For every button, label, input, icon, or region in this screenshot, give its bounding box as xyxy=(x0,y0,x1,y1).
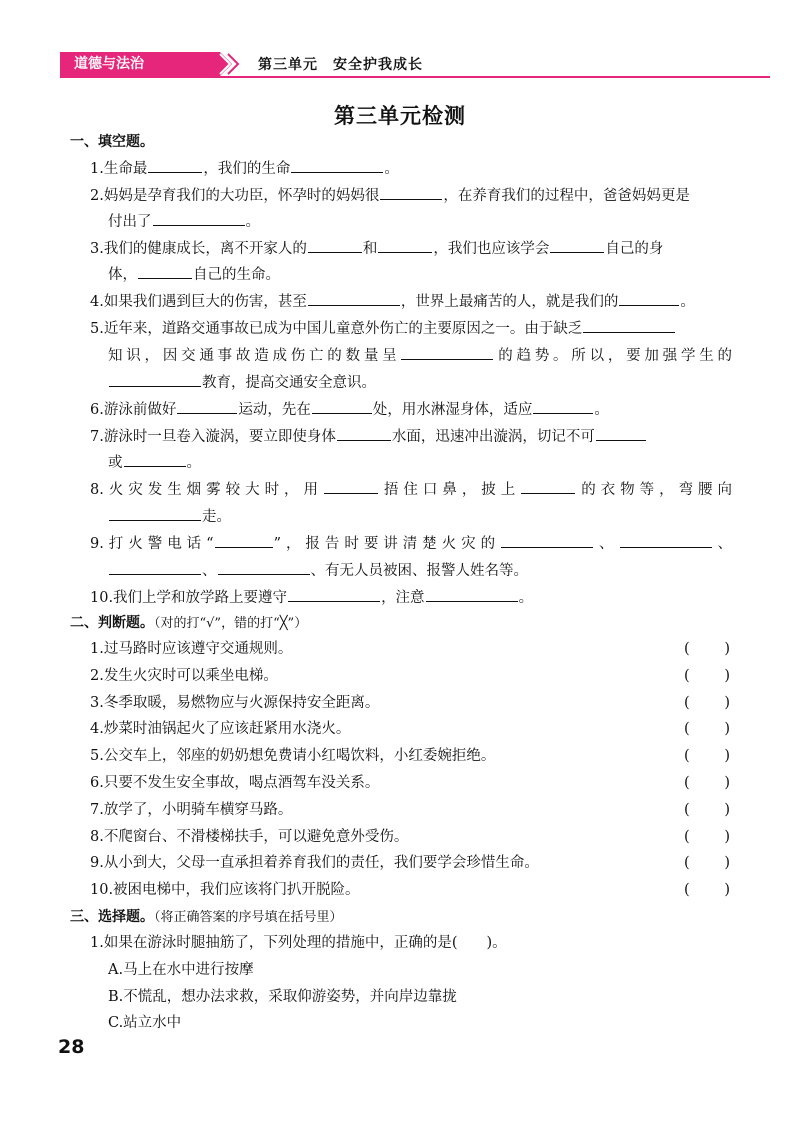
answer-blank[interactable] xyxy=(288,587,380,602)
answer-blank[interactable] xyxy=(426,587,518,602)
answer-blank[interactable] xyxy=(378,238,432,253)
true-false-item: 3.冬季取暖，易燃物应与火源保持安全距离。 xyxy=(90,695,380,711)
fill-question-10: 10.我们上学和放学路上要遵守 ，注意 。 xyxy=(90,587,533,608)
fill-question-5: 5.近年来，道路交通事故已成为中国儿童意外伤亡的主要原因之一。由于缺乏 xyxy=(90,318,676,339)
answer-blank[interactable] xyxy=(401,345,493,360)
true-false-item: 10.被困电梯中，我们应该将门扒开脱险。 xyxy=(90,882,360,898)
section-1-title: 一、填空题。 xyxy=(70,134,154,150)
fill-question-6: 6.游泳前做好 运动，先在 处，用水淋湿身体，适应 。 xyxy=(90,399,609,420)
answer-parentheses[interactable]: ( ) xyxy=(684,748,730,764)
fill-question-9-cont: 、 、有无人员被困、报警人姓名等。 xyxy=(108,560,528,581)
fill-question-7: 7.游泳时一旦卷入漩涡，要立即使身体 水面，迅速冲出漩涡，切记不可 xyxy=(90,426,647,447)
true-false-item: 2.发生火灾时可以乘坐电梯。 xyxy=(90,668,278,684)
fill-question-5-cont2: 教育，提高交通安全意识。 xyxy=(108,372,376,393)
fill-question-3: 3.我们的健康成长，离不开家人的 和 ，我们也应该学会 自己的身 xyxy=(90,238,663,259)
page-title: 第三单元检测 xyxy=(334,103,466,128)
answer-blank[interactable] xyxy=(148,158,202,173)
true-false-item: 6.只要不发生安全事故，喝点酒驾车没关系。 xyxy=(90,775,380,791)
answer-blank[interactable] xyxy=(583,318,675,333)
answer-blank[interactable] xyxy=(109,560,201,575)
fill-question-8: 8.火灾发生烟雾较大时，用 捂住口鼻，披上 的衣物等，弯腰向 xyxy=(90,479,732,500)
true-false-item: 8.不爬窗台、不滑楼梯扶手，可以避免意外受伤。 xyxy=(90,829,409,845)
fill-question-2: 2.妈妈是孕育我们的大功臣，怀孕时的妈妈很 ，在养育我们的过程中，爸爸妈妈更是 xyxy=(90,185,690,206)
choice-option-c[interactable]: C.站立水中 xyxy=(108,1015,182,1031)
section-2-title: 二、判断题。（对的打“√”，错的打“╳”） xyxy=(70,615,308,631)
true-false-item: 7.放学了，小明骑车横穿马路。 xyxy=(90,802,293,818)
choice-question-1: 1.如果在游泳时腿抽筋了，下列处理的措施中，正确的是( )。 xyxy=(90,935,507,951)
fill-question-7-cont: 或 。 xyxy=(108,452,201,473)
answer-parentheses[interactable]: ( ) xyxy=(684,802,730,818)
fill-question-8-cont: 走。 xyxy=(108,506,231,527)
choice-option-a[interactable]: A.马上在水中进行按摩 xyxy=(108,962,254,978)
answer-parentheses[interactable]: ( ) xyxy=(684,855,730,871)
choice-option-b[interactable]: B.不慌乱，想办法求救，采取仰游姿势，并向岸边靠拢 xyxy=(108,989,457,1005)
answer-parentheses[interactable]: ( ) xyxy=(684,721,730,737)
true-false-item: 1.过马路时应该遵守交通规则。 xyxy=(90,641,293,657)
answer-blank[interactable] xyxy=(620,533,712,548)
answer-blank[interactable] xyxy=(308,291,400,306)
subject-label: 道德与法治 xyxy=(60,52,180,76)
answer-blank[interactable] xyxy=(380,185,442,200)
fill-question-9: 9.打火警电话“ ”，报告时要讲清楚火灾的 、 、 xyxy=(90,533,732,554)
answer-parentheses[interactable]: ( ) xyxy=(684,641,730,657)
answer-blank[interactable] xyxy=(619,291,679,306)
answer-blank[interactable] xyxy=(533,399,593,414)
unit-title: 第三单元 安全护我成长 xyxy=(258,57,423,73)
answer-blank[interactable] xyxy=(550,238,604,253)
true-false-item: 9.从小到大，父母一直承担着养育我们的责任，我们要学会珍惜生命。 xyxy=(90,855,539,871)
answer-parentheses[interactable]: ( ) xyxy=(684,882,730,898)
answer-blank[interactable] xyxy=(324,479,378,494)
fill-question-5-cont: 知识，因交通事故造成伤亡的数量呈 的趋势。所以，要加强学生的 xyxy=(108,345,732,366)
answer-blank[interactable] xyxy=(124,452,186,467)
answer-blank[interactable] xyxy=(109,506,201,521)
true-false-item: 4.炒菜时油锅起火了应该赶紧用水浇火。 xyxy=(90,721,351,737)
answer-blank[interactable] xyxy=(291,158,383,173)
page-number: 28 xyxy=(58,1036,85,1058)
fill-question-4: 4.如果我们遇到巨大的伤害，甚至 ，世界上最痛苦的人，就是我们的 。 xyxy=(90,291,695,312)
answer-blank[interactable] xyxy=(109,372,201,387)
answer-blank[interactable] xyxy=(312,399,372,414)
section-2-instruction: （对的打“√”，错的打“╳”） xyxy=(154,616,308,631)
answer-parentheses[interactable]: ( ) xyxy=(684,668,730,684)
answer-blank[interactable] xyxy=(177,399,237,414)
answer-blank[interactable] xyxy=(337,426,391,441)
answer-parentheses[interactable]: ( ) xyxy=(684,829,730,845)
answer-blank[interactable] xyxy=(138,264,192,279)
answer-blank[interactable] xyxy=(153,211,245,226)
answer-blank[interactable] xyxy=(521,479,575,494)
answer-blank[interactable] xyxy=(501,533,593,548)
section-3-instruction: （将正确答案的序号填在括号里） xyxy=(154,910,343,925)
fill-question-3-cont: 体， 自己的生命。 xyxy=(108,264,280,285)
section-3-title: 三、选择题。（将正确答案的序号填在括号里） xyxy=(70,909,343,925)
answer-blank[interactable] xyxy=(215,533,273,548)
fill-question-1: 1.生命最 ，我们的生命 。 xyxy=(90,158,399,179)
answer-blank[interactable] xyxy=(596,426,646,441)
true-false-item: 5.公交车上，邻座的奶奶想免费请小红喝饮料，小红委婉拒绝。 xyxy=(90,748,496,764)
fill-question-2-cont: 付出了 。 xyxy=(108,211,260,232)
answer-parentheses[interactable]: ( ) xyxy=(684,775,730,791)
answer-parentheses[interactable]: ( ) xyxy=(684,695,730,711)
answer-blank[interactable] xyxy=(308,238,362,253)
answer-blank[interactable] xyxy=(218,560,310,575)
